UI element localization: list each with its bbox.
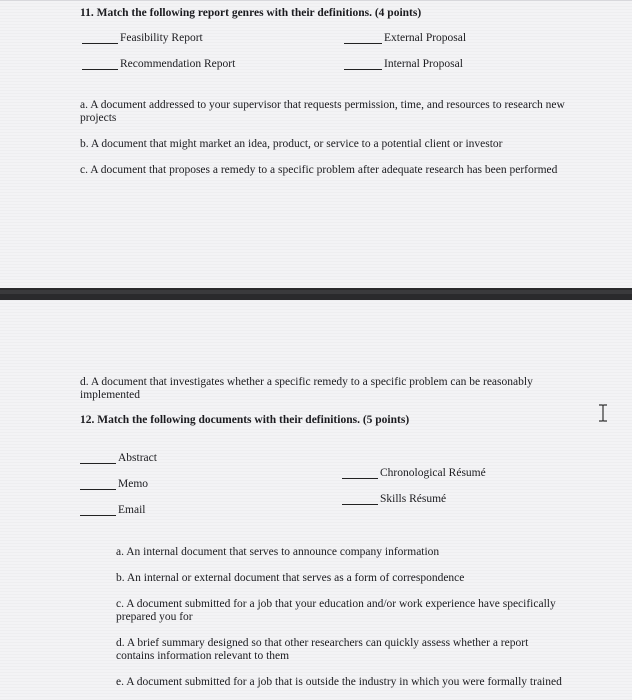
- answer-blank-email[interactable]: [80, 515, 116, 516]
- item-email: Email: [118, 504, 146, 516]
- answer-blank-recommendation[interactable]: [82, 69, 118, 70]
- answer-blank-chronological[interactable]: [342, 478, 378, 479]
- page-divider-highlight: [0, 290, 632, 294]
- q12-definition-b: b. An internal or external document that serves as a form of correspondence: [116, 572, 465, 584]
- item-skills-resume: Skills Résumé: [380, 493, 447, 505]
- page-bottom-section: [0, 300, 632, 700]
- item-memo: Memo: [118, 478, 149, 490]
- q12-points: (5 points): [362, 414, 410, 426]
- item-external-proposal: External Proposal: [384, 32, 467, 44]
- q11-heading: [80, 7, 421, 19]
- text-cursor-icon: [597, 404, 609, 422]
- item-recommendation-report: Recommendation Report: [120, 58, 236, 70]
- answer-blank-skills[interactable]: [342, 504, 378, 505]
- q11-definition-b: b. A document that might market an idea, product, or service to a potential client or investor: [80, 138, 503, 150]
- q12-definition-a: a. An internal document that serves to announce company information: [116, 546, 440, 558]
- q12-definition-c: c. A document submitted for a job that your education and/or work experience have specifically prepared you for: [116, 598, 556, 623]
- q11-points: (4 points): [374, 7, 422, 19]
- item-chronological-resume: Chronological Résumé: [380, 467, 486, 479]
- answer-blank-internal[interactable]: [344, 69, 382, 70]
- q11-definition-d: d. A document that investigates whether a specific remedy to a specific problem can be reasonably implemented: [80, 376, 533, 401]
- q12-definition-d: d. A brief summary designed so that other researchers can quickly assess whether a report contains information relevant to them: [116, 637, 529, 662]
- q11-title: 11. Match the following report genres with their definitions.: [80, 7, 372, 19]
- q12-title: 12. Match the following documents with their definitions.: [80, 414, 360, 426]
- q12-definition-e: e. A document submitted for a job that is outside the industry in which you were formally trained: [116, 676, 562, 688]
- item-internal-proposal: Internal Proposal: [384, 58, 463, 70]
- answer-blank-abstract[interactable]: [80, 463, 116, 464]
- answer-blank-feasibility[interactable]: [82, 43, 118, 44]
- q12-heading: [80, 414, 409, 426]
- answer-blank-memo[interactable]: [80, 489, 116, 490]
- q11-definition-a: a. A document addressed to your supervisor that requests permission, time, and resources to research new projects: [80, 99, 565, 124]
- item-feasibility-report: Feasibility Report: [120, 32, 203, 44]
- item-abstract: Abstract: [118, 452, 157, 464]
- q11-definition-c: c. A document that proposes a remedy to a specific problem after adequate research has been performed: [80, 164, 558, 176]
- answer-blank-external[interactable]: [344, 43, 382, 44]
- page-top-section: [0, 0, 632, 289]
